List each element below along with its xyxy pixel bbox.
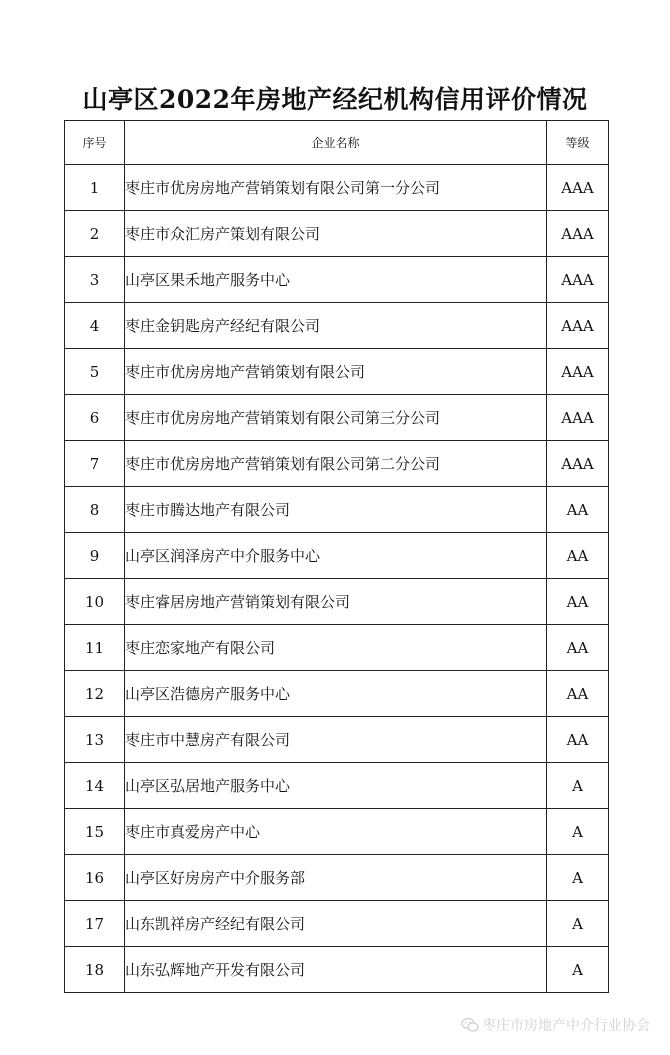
table-row <box>65 349 609 395</box>
cell-grade: AA <box>547 487 609 533</box>
cell-company-name: 枣庄睿居房地产营销策划有限公司 <box>125 579 547 625</box>
cell-grade: AAA <box>547 441 609 487</box>
header-name: 企业名称 <box>125 121 547 165</box>
cell-no: 18 <box>65 947 125 993</box>
cell-no: 13 <box>65 717 125 763</box>
table-row <box>65 901 609 947</box>
cell-company-name: 枣庄市中慧房产有限公司 <box>125 717 547 763</box>
cell-company-name: 枣庄市腾达地产有限公司 <box>125 487 547 533</box>
table-row <box>65 303 609 349</box>
cell-grade: AAA <box>547 395 609 441</box>
cell-no: 4 <box>65 303 125 349</box>
cell-no: 2 <box>65 211 125 257</box>
cell-grade: A <box>547 855 609 901</box>
table-row <box>65 855 609 901</box>
table-row <box>65 579 609 625</box>
cell-grade: AA <box>547 533 609 579</box>
header-grade: 等级 <box>547 121 609 165</box>
cell-company-name: 山东弘辉地产开发有限公司 <box>125 947 547 993</box>
cell-grade: AAA <box>547 349 609 395</box>
cell-company-name: 枣庄市优房房地产营销策划有限公司第二分公司 <box>125 441 547 487</box>
cell-no: 8 <box>65 487 125 533</box>
cell-grade: AAA <box>547 165 609 211</box>
cell-company-name: 枣庄市优房房地产营销策划有限公司第一分公司 <box>125 165 547 211</box>
table-row <box>65 717 609 763</box>
cell-grade: AAA <box>547 211 609 257</box>
table-row <box>65 625 609 671</box>
cell-no: 10 <box>65 579 125 625</box>
cell-no: 3 <box>65 257 125 303</box>
cell-grade: AA <box>547 671 609 717</box>
table-row <box>65 165 609 211</box>
cell-company-name: 枣庄市优房房地产营销策划有限公司 <box>125 349 547 395</box>
cell-grade: AA <box>547 717 609 763</box>
cell-company-name: 山亭区浩德房产服务中心 <box>125 671 547 717</box>
table-row <box>65 441 609 487</box>
cell-company-name: 枣庄恋家地产有限公司 <box>125 625 547 671</box>
cell-company-name: 枣庄市优房房地产营销策划有限公司第三分公司 <box>125 395 547 441</box>
cell-company-name: 山亭区弘居地产服务中心 <box>125 763 547 809</box>
cell-grade: AA <box>547 625 609 671</box>
cell-grade: AA <box>547 579 609 625</box>
cell-no: 9 <box>65 533 125 579</box>
table-header-row <box>65 121 609 165</box>
cell-company-name: 枣庄市众汇房产策划有限公司 <box>125 211 547 257</box>
table-row <box>65 211 609 257</box>
cell-grade: A <box>547 901 609 947</box>
cell-no: 14 <box>65 763 125 809</box>
table-row <box>65 257 609 303</box>
table-row <box>65 763 609 809</box>
table-body <box>65 165 609 993</box>
cell-grade: AAA <box>547 257 609 303</box>
cell-company-name: 山东凯祥房产经纪有限公司 <box>125 901 547 947</box>
cell-grade: A <box>547 947 609 993</box>
table-row <box>65 809 609 855</box>
cell-company-name: 枣庄金钥匙房产经纪有限公司 <box>125 303 547 349</box>
table-row <box>65 947 609 993</box>
cell-company-name: 山亭区润泽房产中介服务中心 <box>125 533 547 579</box>
wechat-icon <box>461 1017 479 1033</box>
cell-no: 1 <box>65 165 125 211</box>
table-row <box>65 533 609 579</box>
cell-no: 15 <box>65 809 125 855</box>
cell-no: 5 <box>65 349 125 395</box>
cell-no: 16 <box>65 855 125 901</box>
cell-no: 6 <box>65 395 125 441</box>
cell-company-name: 山亭区果禾地产服务中心 <box>125 257 547 303</box>
watermark-text: 枣庄市房地产中介行业协会 <box>482 1018 650 1034</box>
watermark <box>461 1015 650 1035</box>
cell-grade: AAA <box>547 303 609 349</box>
header-no: 序号 <box>65 121 125 165</box>
table-row <box>65 671 609 717</box>
cell-no: 7 <box>65 441 125 487</box>
cell-grade: A <box>547 763 609 809</box>
credit-rating-table <box>64 120 609 993</box>
cell-company-name: 山亭区好房房产中介服务部 <box>125 855 547 901</box>
cell-no: 12 <box>65 671 125 717</box>
page-title: 山亭区2022年房地产经纪机构信用评价情况 <box>82 85 588 114</box>
cell-grade: A <box>547 809 609 855</box>
cell-no: 17 <box>65 901 125 947</box>
cell-no: 11 <box>65 625 125 671</box>
table-row <box>65 487 609 533</box>
table-row <box>65 395 609 441</box>
cell-company-name: 枣庄市真爱房产中心 <box>125 809 547 855</box>
